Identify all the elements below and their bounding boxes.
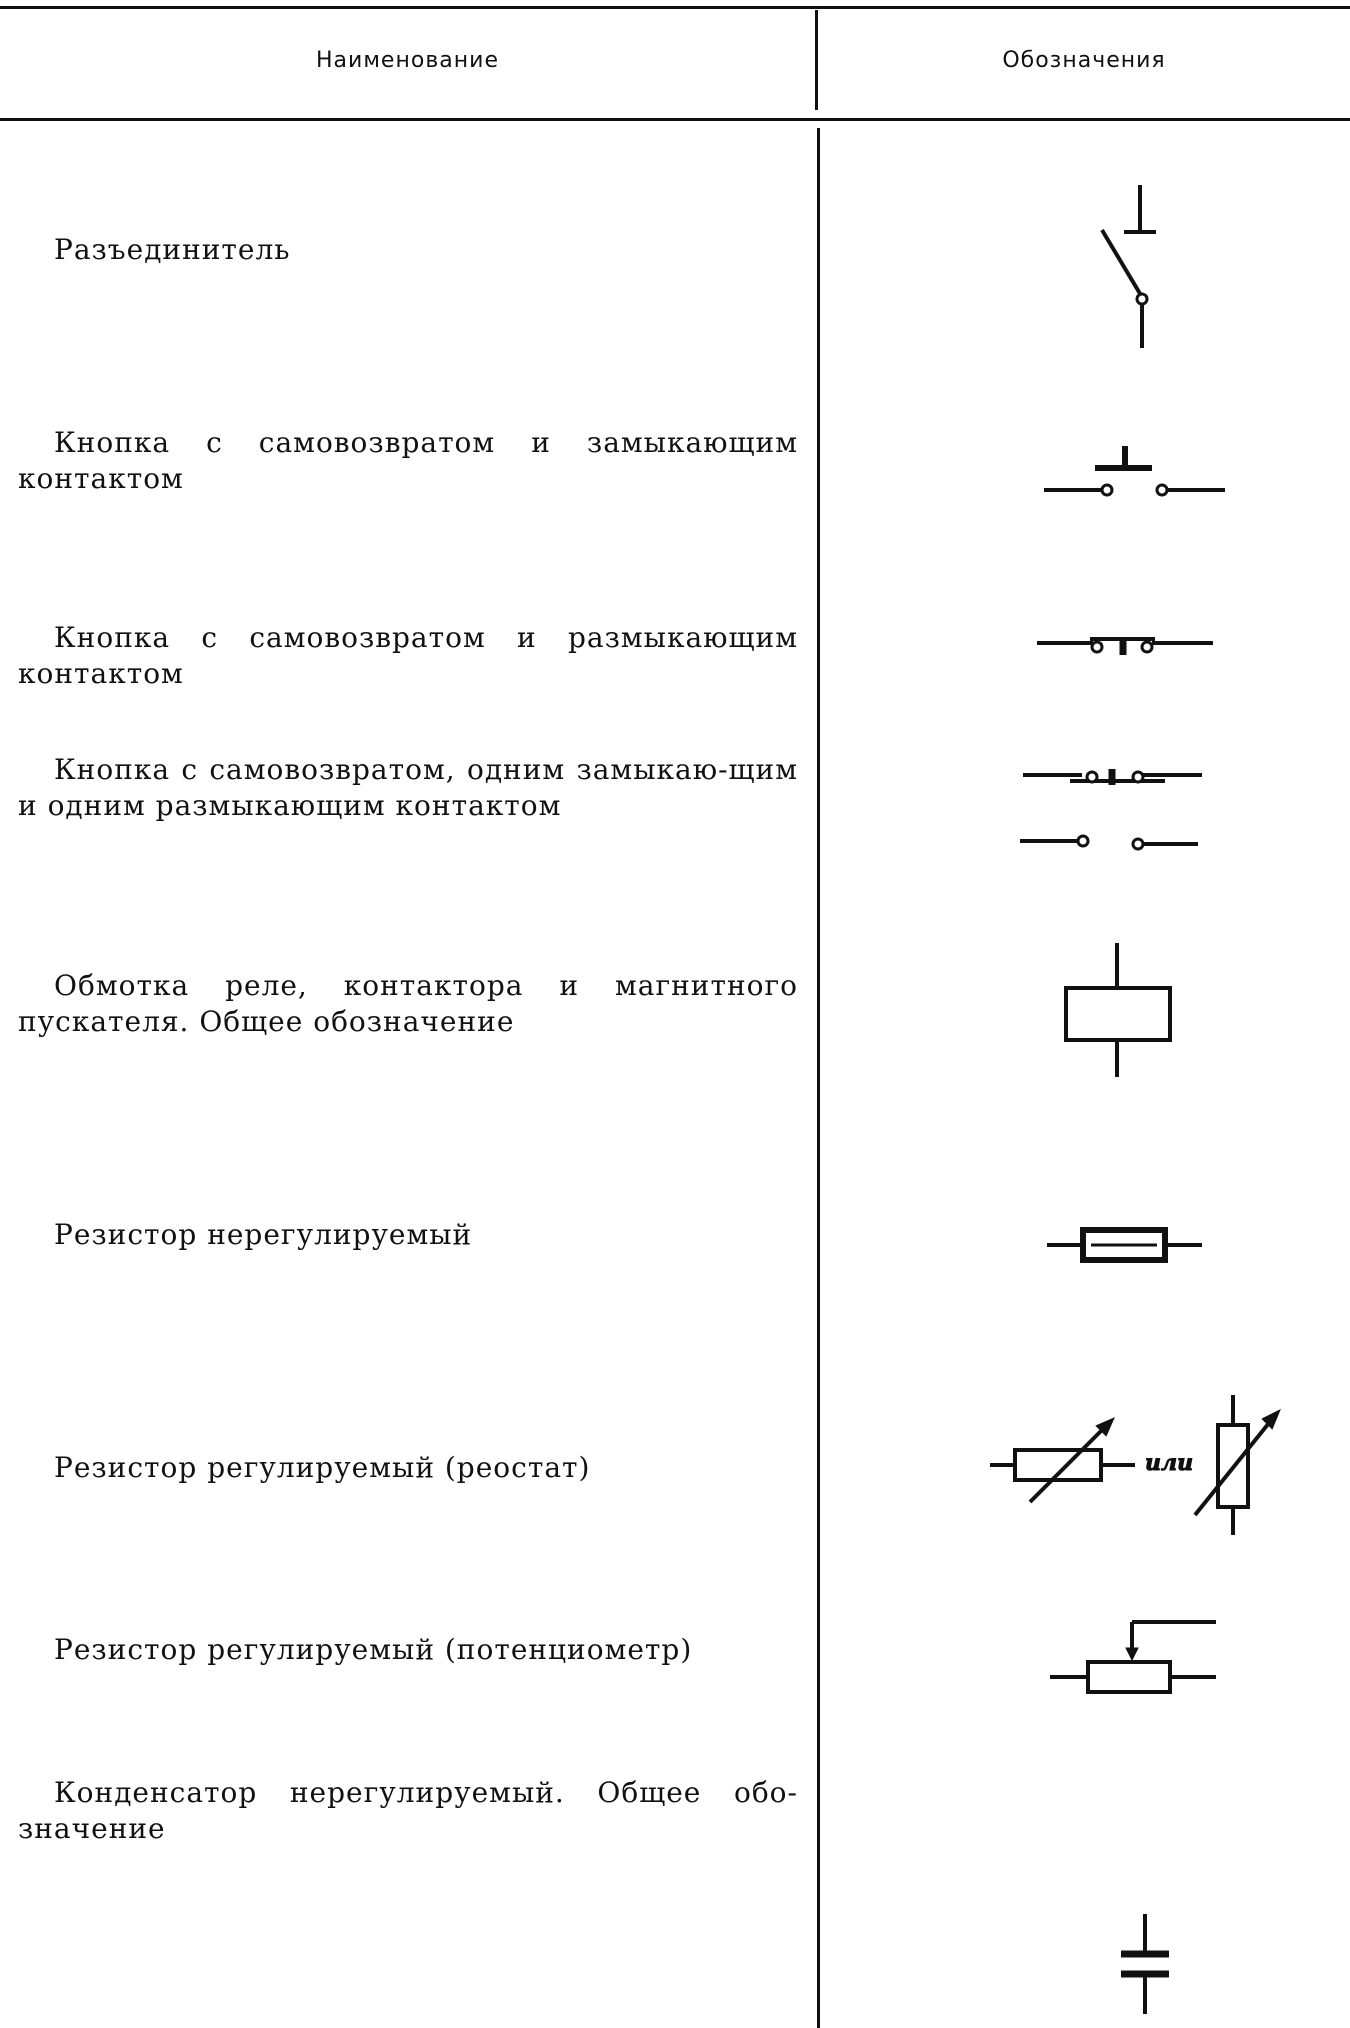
row-name-capacitor: Конденсатор нерегулируемый. Общее обо-значение — [18, 1776, 798, 1845]
row-name-fixed-resistor: Резистор нерегулируемый — [54, 1218, 473, 1251]
pushbutton-make-symbol — [1040, 440, 1230, 500]
pushbutton-break-symbol — [1035, 625, 1215, 665]
row-name-pushbutton-make-break: Кнопка с самовозвратом, одним замыкаю-щим и одним размыкающим контактом — [18, 753, 798, 822]
row-name-potentiometer: Резистор регулируемый (потенциометр) — [54, 1633, 693, 1666]
disconnector-symbol — [1090, 180, 1190, 350]
table-top-rule — [0, 6, 1350, 9]
row-name-disconnector: Разъединитель — [54, 233, 291, 266]
column-divider-body — [817, 128, 820, 2028]
header-designation: Обозначения — [1002, 48, 1166, 73]
row-name-pushbutton-make: Кнопка с самовозвратом и замыкающим контактом — [18, 426, 798, 495]
fixed-resistor-symbol — [1045, 1220, 1205, 1270]
rheostat-symbol — [985, 1390, 1295, 1540]
row-name-rheostat: Резистор регулируемый (реостат) — [54, 1451, 591, 1484]
row-name-pushbutton-break: Кнопка с самовозвратом и размыкающим контактом — [18, 621, 798, 690]
row-name-relay-coil: Обмотка реле, контактора и магнитного пускателя. Общее обозначение — [18, 969, 798, 1038]
capacitor-symbol — [1115, 1910, 1175, 2020]
potentiometer-symbol — [1048, 1612, 1228, 1702]
relay-coil-symbol — [1060, 940, 1180, 1080]
header-bottom-rule — [0, 118, 1350, 121]
pushbutton-make-break-symbol — [1020, 755, 1210, 855]
header-name: Наименование — [316, 48, 499, 73]
rheostat-or-label: или — [1145, 1450, 1194, 1476]
